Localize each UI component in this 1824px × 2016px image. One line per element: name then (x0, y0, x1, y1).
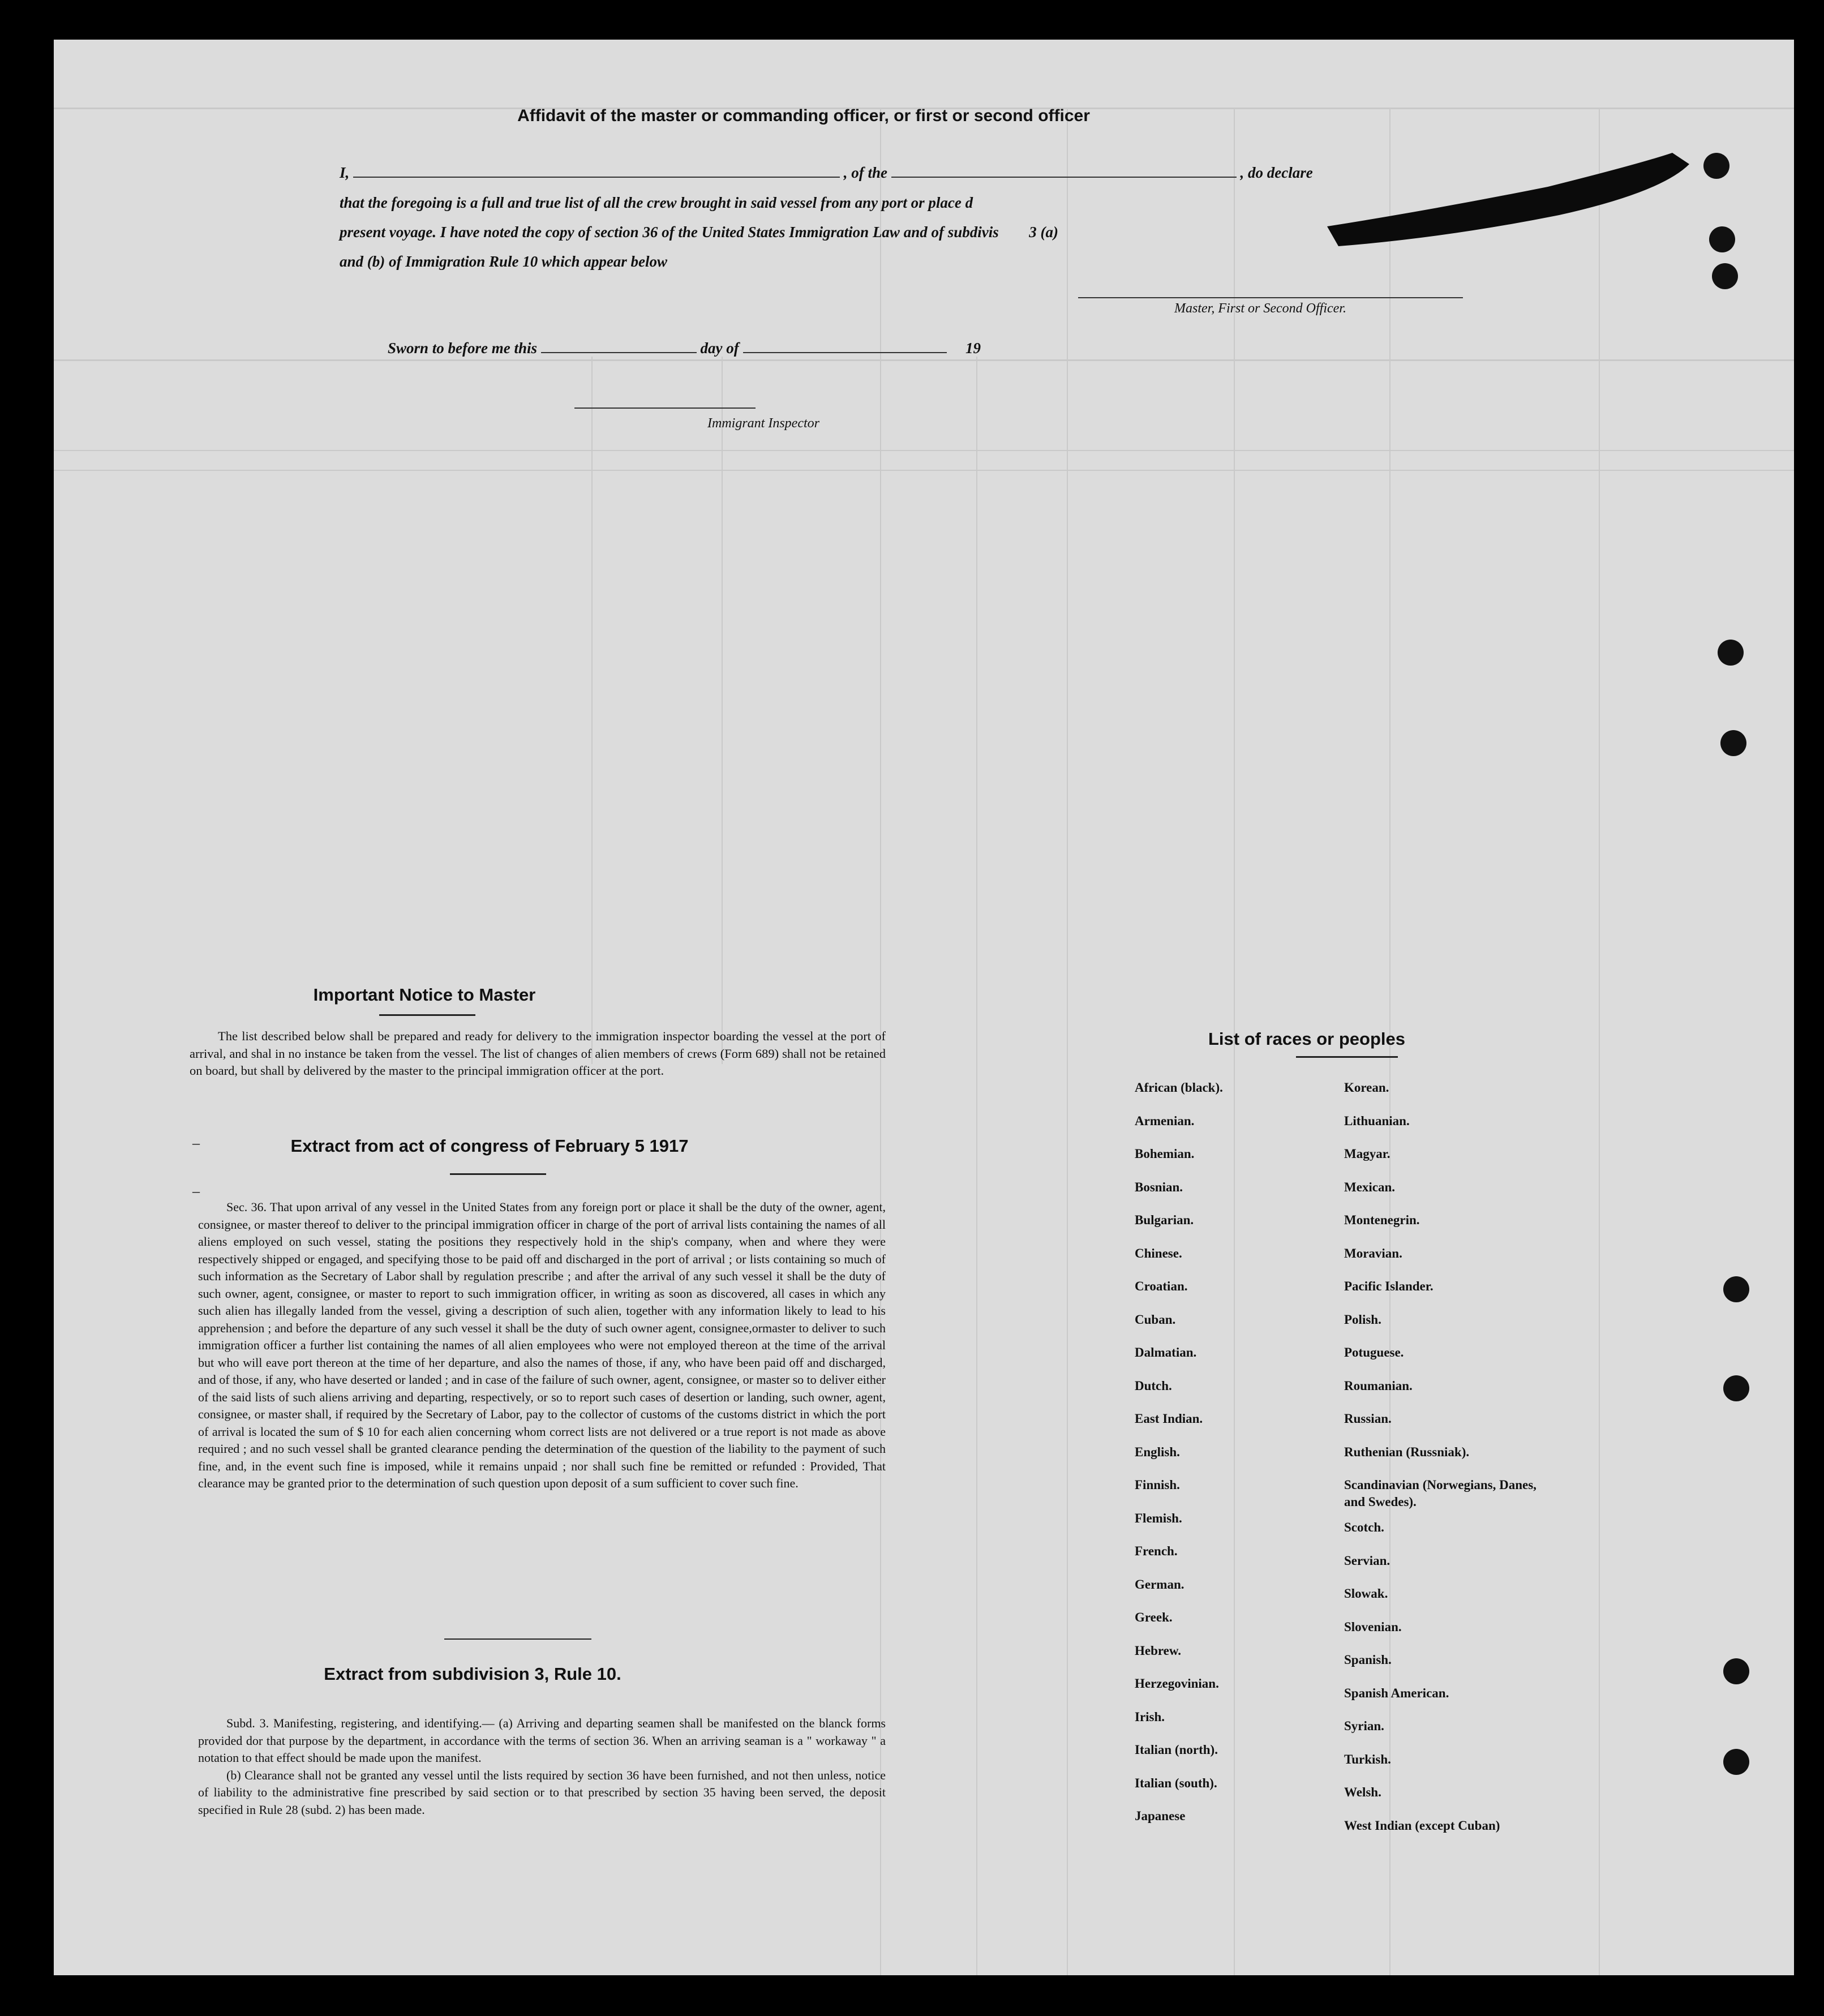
act-end-rule (444, 1638, 591, 1640)
race-item: Hebrew. (1135, 1643, 1181, 1658)
affidavit-line-3 (340, 224, 1058, 241)
notice-text (190, 1028, 886, 1080)
race-item: Greek. (1135, 1610, 1173, 1624)
race-item: Spanish. (1344, 1653, 1392, 1667)
race-item: Croatian. (1135, 1279, 1188, 1293)
race-item: East Indian. (1135, 1412, 1203, 1426)
notice-rule (379, 1014, 475, 1016)
race-item: Moravian. (1344, 1246, 1402, 1260)
affidavit-line-4: and (b) of Immigration Rule 10 which appear below (340, 253, 668, 270)
notice-paragraph: The list described below shall be prepared and ready for delivery to the immigration inspector boarding the vessel at the port of arrival, and shal in no instance be taken from the vessel. The list of changes of alien members of crews (Form 689) shall not be retained on board, but shall by delivered by the master to the principal immigration officer at the port. (190, 1029, 886, 1078)
race-item: Bohemian. (1135, 1147, 1195, 1161)
race-item: Flemish. (1135, 1511, 1182, 1525)
act-text (198, 1199, 886, 1492)
race-item: Roumanian. (1344, 1378, 1413, 1393)
act-paragraph: Sec. 36. That upon arrival of any vessel in the United States from any foreign port or place it shall be the duty of the owner, agent, consignee, or master thereof to deliver to the principal immigration officer in charge of the port of arrival lists containing the names of all aliens employed on such vessel, stating the positions they respectively hold in the ship's company, when and where they were respectively shipped or engaged, and specifying those to be paid off and discharged in the port of arrival ; or lists containing so much of such information as the Secretary of Labor shall by regulation prescribe ; and after the arrival of any such vessel it shall be the duty of such owner, agent, consignee, or master to report to such immigration officer, in writing as soon as discovered, all cases in which any such alien has illegally landed from the vessel, giving a description of such alien, together with any information likely to lead to his apprehension ; and before the departure of any such vessel it shall be the duty of such owner agent, consignee,ormaster to deliver to such immigration officer a further list containing the names of all alien employees who were not employed thereon at the time of the arrival but who will eave port thereon at the time of her departure, and also the names of those, if any, who have been paid off and discharged, and of those, if any, who have deserted or landed ; and in case of the failure of such owner, agent, consignee, or master so to deliver either of the said lists of such aliens arriving and departing, respectively, or so to report such cases of desertion or landing, such owner, agent, consignee, or master shall, if required by the Secretary of Labor, pay to the collector of customs of the customs district in which the port of arrival is located the sum of $ 10 for each alien concerning whom correct lists are not delivered or a true report is not made as above required ; and no such vessel shall be granted clearance pending the determination of the question of the liability to the payment of such fine, and, in the event such fine is imposed, while it remains unpaid ; nor shall such fine be remitted or refunded : Provided, That clearance may be granted prior to the determination of such question upon deposit of a sum sufficient to cover such fine. (198, 1200, 886, 1490)
race-item: Magyar. (1344, 1147, 1390, 1161)
race-item: Korean. (1344, 1080, 1389, 1095)
race-item: Dutch. (1135, 1378, 1172, 1393)
race-item: French. (1135, 1544, 1178, 1558)
name-blank (353, 177, 840, 178)
race-item: Bosnian. (1135, 1179, 1183, 1194)
race-item: Irish. (1135, 1709, 1165, 1724)
race-item: English. (1135, 1444, 1180, 1459)
race-item: Pacific Islander. (1344, 1279, 1434, 1293)
sworn-day-of: day of (700, 340, 739, 357)
rule-paragraph-a: Subd. 3. Manifesting, registering, and identifying.— (a) Arriving and departing seamen shall be manifested on the blanck forms provided dor that purpose by the department, in accordance with the terms of section 36. When an arriving seaman is a " workaway " a notation to that effect should be made upon the manifest. (198, 1716, 886, 1765)
race-item: German. (1135, 1577, 1184, 1592)
race-item: Ruthenian (Russniak). (1344, 1444, 1470, 1459)
affidavit-line-2: that the foregoing is a full and true list of all the crew brought in said vessel from any port or place d (340, 194, 973, 211)
race-item: West Indian (except Cuban) (1344, 1818, 1500, 1833)
race-item: Mexican. (1344, 1179, 1396, 1194)
race-item: Slowak. (1344, 1586, 1388, 1601)
sworn-year: 19 (965, 340, 981, 357)
race-item: Syrian. (1344, 1719, 1384, 1733)
race-item: Polish. (1344, 1312, 1381, 1327)
races-title: List of races or peoples (1208, 1029, 1405, 1049)
act-rule (450, 1173, 546, 1175)
affidavit-declare: , do declare (1240, 164, 1313, 181)
rule-paragraph-b: (b) Clearance shall not be granted any vessel until the lists required by section 36 have been furnished, and not then unless, notice of liability to the administrative fine prescribed by said section or to that prescribed by section 35 having been served, the deposit specified in Rule 28 (subd. 2) has been made. (198, 1768, 886, 1817)
race-item: Italian (north). (1135, 1743, 1218, 1757)
race-item: African (black). (1135, 1080, 1223, 1095)
act-title: Extract from act of congress of February 5 1917 (290, 1136, 689, 1156)
race-item: Potuguese. (1344, 1345, 1404, 1359)
margin-mark: – (192, 1183, 200, 1199)
races-rule (1296, 1056, 1398, 1058)
race-item: Finnish. (1135, 1478, 1180, 1492)
affidavit-prefix: I, (340, 164, 350, 181)
race-item: Chinese. (1135, 1246, 1182, 1260)
race-item: Spanish American. (1344, 1685, 1449, 1700)
race-item: Armenian. (1135, 1113, 1195, 1128)
race-item: Japanese (1135, 1809, 1186, 1823)
race-item: Slovenian. (1344, 1619, 1402, 1634)
race-item: Bulgarian. (1135, 1213, 1194, 1227)
inspector-caption: Immigrant Inspector (707, 416, 819, 431)
ink-smudge (1321, 141, 1695, 249)
vessel-blank (891, 177, 1237, 178)
race-item: Scotch. (1344, 1520, 1384, 1534)
affidavit-line-1 (340, 164, 1471, 182)
affidavit-title: Affidavit of the master or commanding officer, or first or second officer (517, 106, 1090, 125)
race-item: Scandinavian (Norwegians, Danes, and Swedes). (1344, 1478, 1537, 1509)
race-item: Dalmatian. (1135, 1345, 1197, 1359)
sworn-day-blank (541, 352, 697, 353)
race-item: Turkish. (1344, 1752, 1391, 1766)
sworn-line (388, 340, 981, 357)
affidavit-line-3-tail: 3 (a) (1029, 224, 1058, 241)
race-item: Russian. (1344, 1412, 1392, 1426)
affidavit-line-3-main: present voyage. I have noted the copy of section 36 of the United States Immigration Law and of subdivis (340, 224, 999, 241)
notice-title: Important Notice to Master (313, 985, 536, 1005)
race-item: Montenegrin. (1344, 1213, 1420, 1227)
master-signature-line (1078, 297, 1463, 298)
race-item: Lithuanian. (1344, 1113, 1410, 1128)
inspector-signature-line (574, 408, 756, 409)
rule-title: Extract from subdivision 3, Rule 10. (324, 1664, 621, 1684)
margin-mark: – (192, 1135, 200, 1151)
race-item: Herzegovinian. (1135, 1676, 1219, 1691)
race-item: Welsh. (1344, 1785, 1381, 1799)
race-item: Servian. (1344, 1553, 1390, 1568)
sworn-month-blank (743, 352, 947, 353)
sworn-prefix: Sworn to before me this (388, 340, 538, 357)
race-item: Cuban. (1135, 1312, 1176, 1327)
race-item: Italian (south). (1135, 1775, 1217, 1790)
master-caption: Master, First or Second Officer. (1174, 301, 1346, 316)
affidavit-of-the: , of the (843, 164, 888, 181)
manifest-back-page (54, 40, 1794, 1975)
rule-text (198, 1715, 886, 1818)
